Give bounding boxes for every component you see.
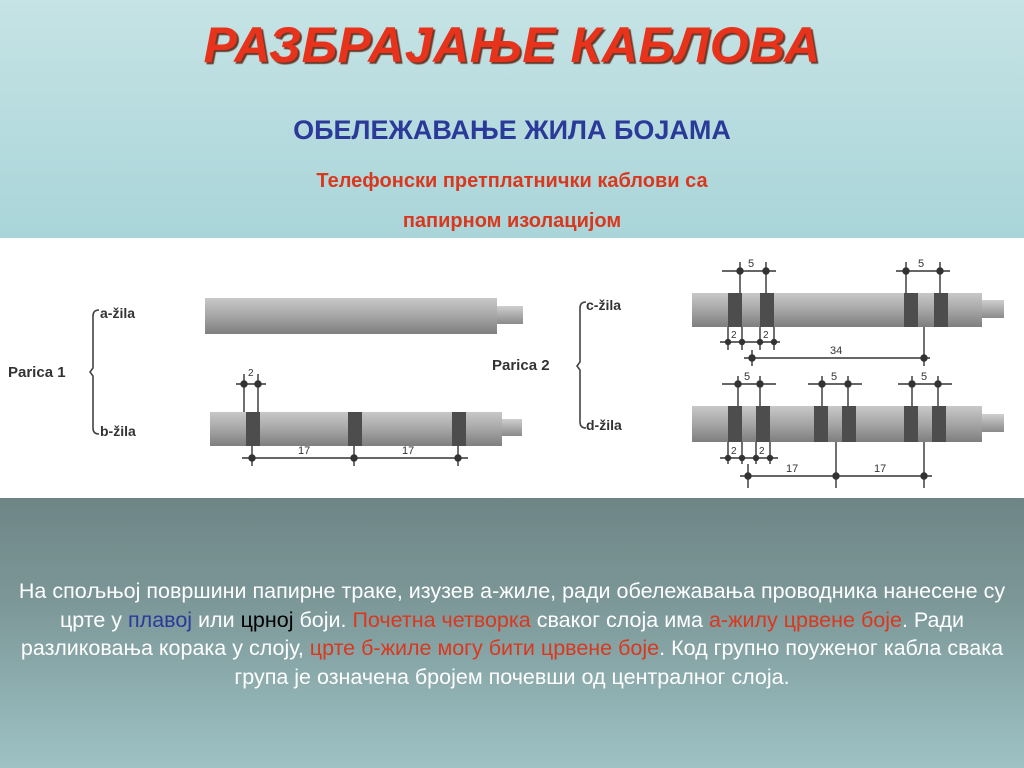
pair2-label: Parica 2 — [492, 357, 550, 374]
dimension-label: 17 — [298, 445, 311, 457]
description-line-2: папирном изолацијом — [402, 210, 622, 232]
wire-b-tip — [502, 419, 522, 436]
wire-b-stripe — [246, 412, 260, 446]
description-paragraph — [10, 577, 1014, 691]
paragraph-text-blue: плавој — [128, 607, 193, 632]
description-line-1: Телефонски претплатнички каблови са — [316, 170, 708, 192]
dimension-label: 17 — [786, 463, 799, 475]
pair2-brace — [577, 302, 586, 428]
paragraph-text: сваког слоја има — [530, 607, 709, 632]
dimension-label: 17 — [874, 463, 887, 475]
dimension-label: 34 — [830, 345, 843, 357]
paragraph-text: . Код групно поуженог кабла свака група је означена бројем почевши од централног слоја. — [234, 636, 1004, 689]
wire-c-label: c-žila — [586, 297, 622, 313]
paragraph-text-red: црте б-жиле могу бити црвене боје — [309, 636, 660, 660]
wire-c-stripe — [904, 293, 918, 327]
wire-d-tip — [982, 414, 1004, 432]
dimension-label: 5 — [831, 371, 838, 383]
wire-a-cable — [205, 298, 497, 334]
slide-title: РАЗБРАЈАЊЕ КАБЛОВА — [203, 17, 821, 73]
dimension-label: 2 — [248, 368, 254, 379]
wire-d-stripe — [728, 406, 742, 442]
dimension-label: 2 — [763, 330, 769, 341]
paragraph-text: или — [192, 607, 241, 632]
dimension-label: 2 — [731, 330, 737, 341]
dimension-label: 5 — [921, 371, 928, 383]
wire-d-stripe — [842, 406, 856, 442]
cable-diagram-svg — [0, 238, 1024, 498]
slide-subtitle: ОБЕЛЕЖАВАЊЕ ЖИЛА БОЈАМА — [293, 115, 731, 145]
pair1-label: Parica 1 — [8, 364, 66, 381]
dimension-label: 17 — [402, 445, 415, 457]
paragraph-text: боји. — [293, 607, 353, 632]
wire-c-tip — [982, 300, 1004, 318]
wire-b-label: b-žila — [100, 423, 136, 439]
wire-d-stripe — [756, 406, 770, 442]
wire-d-stripe — [932, 406, 946, 442]
paragraph-text-red: Почетна четворка — [352, 607, 531, 632]
wire-d-label: d-žila — [586, 417, 622, 433]
wire-c-stripe — [760, 293, 774, 327]
dimension-label: 5 — [748, 258, 755, 270]
paragraph-text: На спољњој површини папирне траке, изузев а-жиле, ради обележавања проводника нанесене су црте у — [18, 579, 1006, 632]
wire-a-label: a-žila — [100, 305, 136, 321]
dimension-label: 5 — [744, 371, 751, 383]
pair1-brace — [90, 310, 99, 434]
dimension-label: 2 — [731, 446, 737, 457]
paragraph-text: . Ради разликовања корака у слоју, — [20, 607, 965, 660]
wire-b-stripe — [452, 412, 466, 446]
wire-a-tip — [497, 306, 523, 324]
cable-diagram — [0, 238, 1024, 498]
paragraph-text-red: а-жилу црвене боје — [708, 607, 902, 632]
wire-d-stripe — [814, 406, 828, 442]
wire-b-stripe — [348, 412, 362, 446]
paragraph-text-black: црној — [240, 607, 294, 632]
dimension-label: 5 — [918, 258, 925, 270]
wire-d-stripe — [904, 406, 918, 442]
wire-c-stripe — [728, 293, 742, 327]
dimension-label: 2 — [759, 446, 765, 457]
wire-c-stripe — [934, 293, 948, 327]
